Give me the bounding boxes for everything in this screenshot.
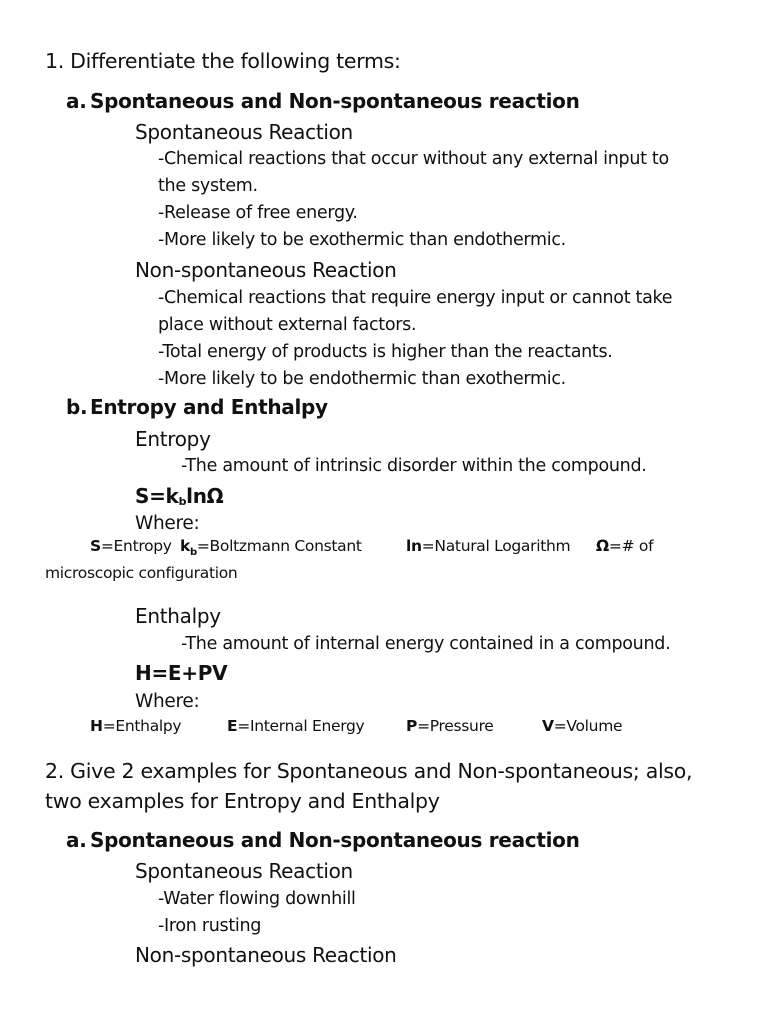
example-item: -Water flowing downhill: [158, 889, 356, 909]
heading-label: b.: [66, 395, 88, 419]
subheading-spontaneous-examples: Spontaneous Reaction: [135, 859, 353, 883]
subheading-spontaneous: Spontaneous Reaction: [135, 120, 353, 144]
subheading-nonspontaneous-examples: Non-spontaneous Reaction: [135, 943, 397, 967]
subheading-entropy: Entropy: [135, 427, 211, 451]
entropy-formula: $S=k_b\ln\Omega$: [135, 484, 224, 508]
heading-1b: [66, 395, 328, 419]
legend-v: V=Volume: [542, 717, 623, 735]
bullet-point: place without external factors.: [158, 315, 417, 335]
entropy-definition: -The amount of intrinsic disorder within the compound.: [181, 456, 647, 476]
legend-s: S=Entropy: [90, 537, 172, 555]
where-label: Where:: [135, 513, 200, 534]
heading-text: Entropy and Enthalpy: [90, 395, 328, 419]
subheading-enthalpy: Enthalpy: [135, 604, 221, 628]
bullet-point: the system.: [158, 176, 258, 196]
bullet-point: -Chemical reactions that require energy input or cannot take: [158, 288, 673, 308]
example-item: -Iron rusting: [158, 916, 262, 936]
heading-2a: [66, 828, 580, 852]
subheading-nonspontaneous: Non-spontaneous Reaction: [135, 258, 397, 282]
bullet-point: -Chemical reactions that occur without any external input to: [158, 149, 669, 169]
enthalpy-formula: H=E+PV: [135, 661, 228, 685]
legend-omega: Ω=# of: [596, 537, 654, 555]
bullet-point: -More likely to be exothermic than endothermic.: [158, 230, 566, 250]
heading-label: a.: [66, 89, 87, 113]
legend-p: P=Pressure: [406, 717, 494, 735]
legend-k: $k_b=Boltzmann$ Constant: [180, 537, 362, 559]
question-2-line-1: 2. Give 2 examples for Spontaneous and Non-spontaneous; also,: [45, 759, 693, 783]
where-label: Where:: [135, 691, 200, 712]
enthalpy-definition: -The amount of internal energy contained in a compound.: [181, 634, 671, 654]
legend-h: H=Enthalpy: [90, 717, 182, 735]
legend-e: E=Internal Energy: [227, 717, 365, 735]
bullet-point: -Release of free energy.: [158, 203, 358, 223]
bullet-point: -Total energy of products is higher than the reactants.: [158, 342, 613, 362]
heading-text: Spontaneous and Non-spontaneous reaction: [90, 89, 580, 113]
heading-1a: [66, 89, 580, 113]
legend-ln: ln=Natural Logarithm: [406, 537, 571, 555]
bullet-point: -More likely to be endothermic than exothermic.: [158, 369, 566, 389]
heading-text: Spontaneous and Non-spontaneous reaction: [90, 828, 580, 852]
heading-label: a.: [66, 828, 87, 852]
question-1: 1. Differentiate the following terms:: [45, 49, 401, 73]
question-2-line-2: two examples for Entropy and Enthalpy: [45, 789, 440, 813]
legend-wrap: microscopic configuration: [45, 564, 238, 582]
